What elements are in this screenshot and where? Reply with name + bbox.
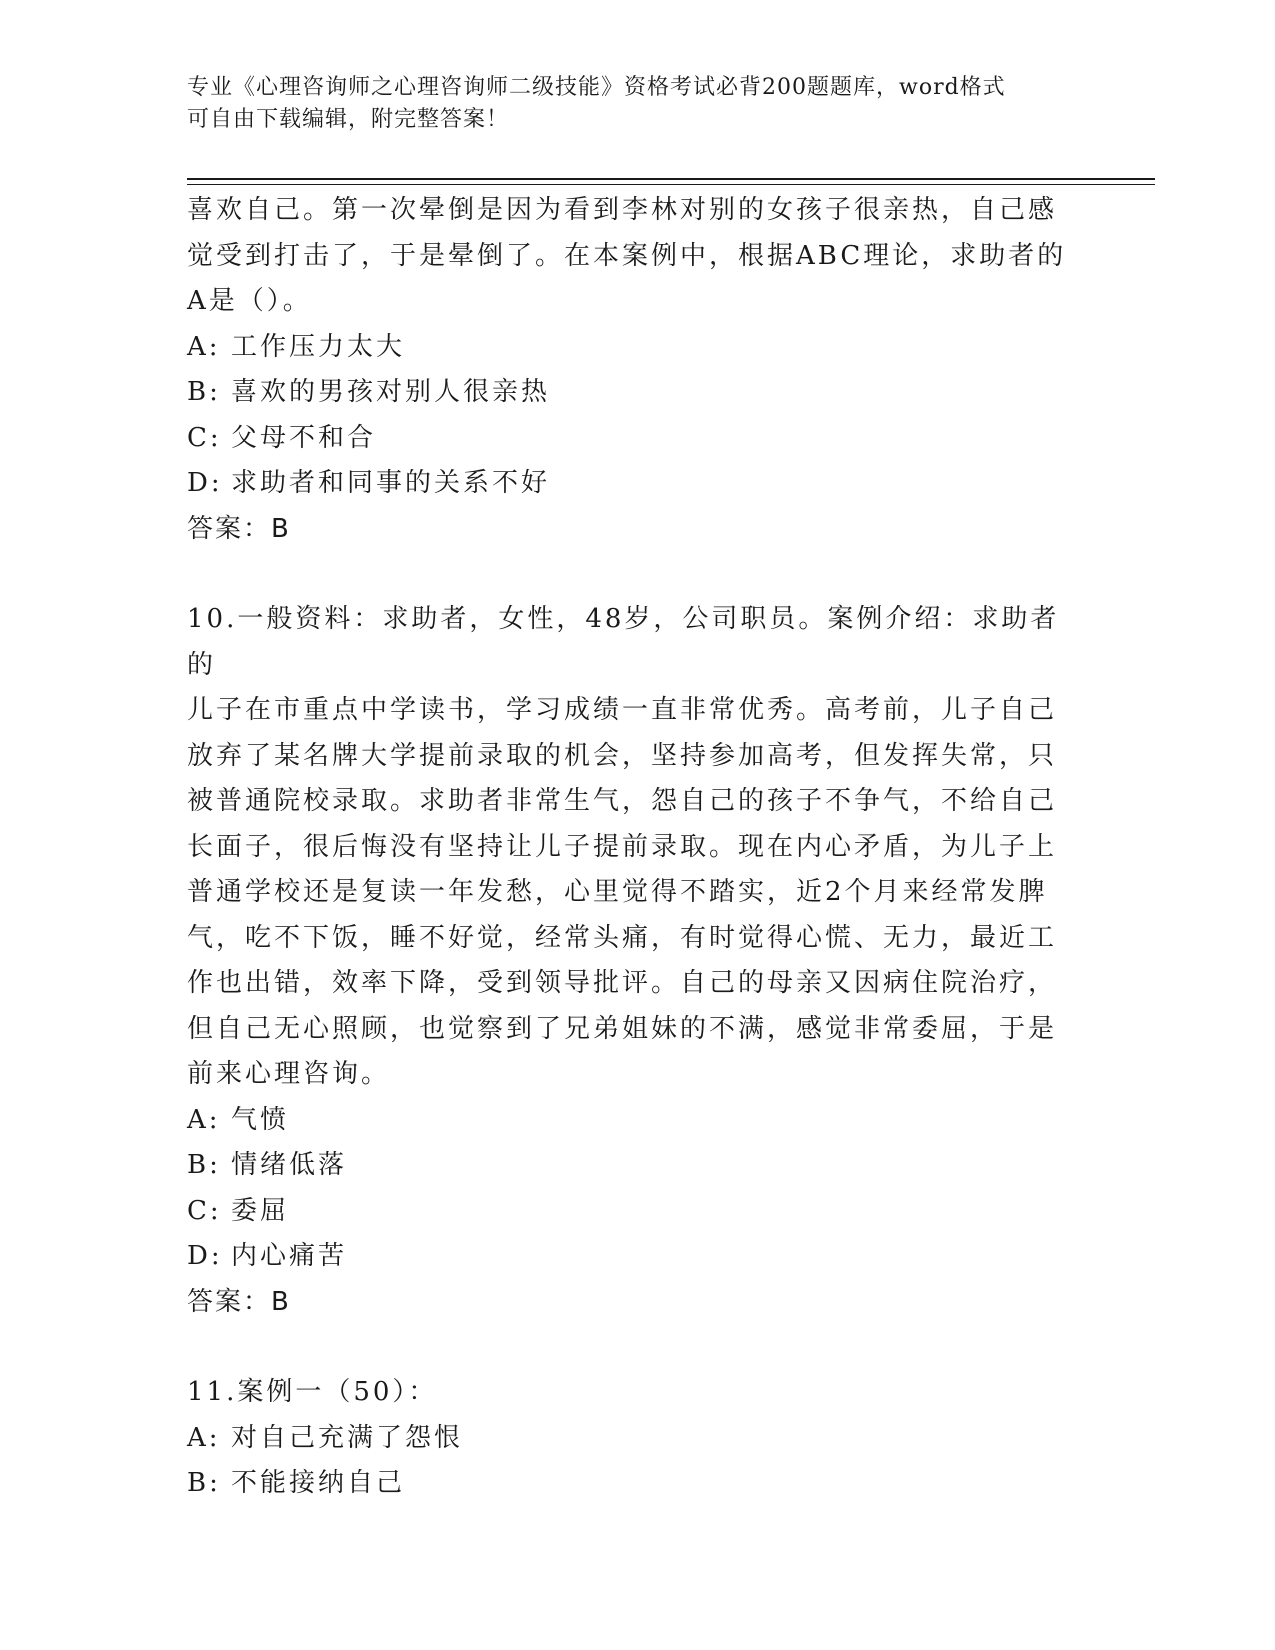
- option-letter: A:: [187, 1422, 221, 1453]
- option-d: [187, 461, 1087, 507]
- option-text: 不能接纳自己: [231, 1468, 406, 1498]
- option-c: [187, 416, 1087, 462]
- question-stem-line: 前来心理咨询。: [187, 1059, 391, 1089]
- option-b: [187, 1461, 1087, 1507]
- question-stem-line: 作也出错，效率下降，受到领导批评。自己的母亲又因病住院治疗，: [187, 968, 1058, 998]
- question-stem-line: 放弃了某名牌大学提前录取的机会，坚持参加高考，但发挥失常，只: [187, 740, 1058, 771]
- option-letter: C:: [187, 1195, 222, 1226]
- question-10: [187, 597, 1087, 1325]
- answer-line: 答案：B: [187, 1286, 291, 1317]
- option-letter: D:: [187, 468, 223, 498]
- question-stem-line: 长面子，很后悔没有坚持让儿子提前录取。现在内心矛盾，为儿子上: [187, 831, 1058, 862]
- option-letter: D:: [187, 1241, 223, 1271]
- option-text: 内心痛苦: [231, 1241, 348, 1271]
- option-c: [187, 1189, 1087, 1235]
- question-stem-line: 普通学校还是复读一年发愁，心里觉得不踏实，近2个月来经常发脾: [187, 877, 1048, 907]
- option-a: [187, 325, 1087, 371]
- option-letter: B:: [187, 1468, 221, 1498]
- question-stem-line: 被普通院校录取。求助者非常生气，怨自己的孩子不争气，不给自己: [187, 786, 1058, 816]
- spacer: [187, 552, 1087, 597]
- option-letter: B:: [187, 1150, 221, 1180]
- option-text: 对自己充满了怨恨: [231, 1422, 464, 1453]
- option-text: 喜欢的男孩对别人很亲热: [231, 377, 551, 407]
- header-line-2: 可自由下载编辑，附完整答案！: [187, 107, 510, 132]
- option-text: 求助者和同事的关系不好: [231, 468, 551, 498]
- option-a: [187, 1416, 1087, 1462]
- question-stem-line: 11.案例一（50）：: [187, 1377, 438, 1407]
- answer-line: 答案：B: [187, 513, 291, 544]
- question-11: [187, 1370, 1087, 1507]
- question-stem-line: 觉受到打击了，于是晕倒了。在本案例中，根据ABC理论，求助者的: [187, 240, 1067, 271]
- question-stem-line: 10.一般资料：求助者，女性，48岁，公司职员。案例介绍：求助者的: [187, 604, 1060, 680]
- question-stem-line: 儿子在市重点中学读书，学习成绩一直非常优秀。高考前，儿子自己: [187, 695, 1058, 725]
- option-a: [187, 1098, 1087, 1144]
- option-letter: A:: [187, 331, 221, 362]
- header-rule-thin: [187, 184, 1155, 185]
- option-letter: A:: [187, 1104, 221, 1135]
- option-b: [187, 370, 1087, 416]
- document-header: [187, 72, 1087, 136]
- option-text: 父母不和合: [231, 422, 377, 453]
- option-text: 委屈: [231, 1195, 290, 1226]
- option-text: 情绪低落: [231, 1150, 348, 1180]
- question-stem-line: 气，吃不下饭，睡不好觉，经常头痛，有时觉得心慌、无力，最近工: [187, 922, 1058, 953]
- question-9: [187, 188, 1087, 552]
- question-stem-line: A是（）。: [187, 286, 312, 316]
- option-letter: B:: [187, 377, 221, 407]
- option-text: 气愤: [231, 1104, 290, 1135]
- spacer: [187, 1325, 1087, 1370]
- option-text: 工作压力太大: [231, 331, 406, 362]
- question-stem-line: 但自己无心照顾，也觉察到了兄弟姐妹的不满，感觉非常委屈，于是: [187, 1013, 1058, 1044]
- option-letter: C:: [187, 422, 222, 453]
- document-body: [187, 188, 1087, 1507]
- header-rule-thick: [187, 178, 1155, 180]
- header-line-1: 专业《心理咨询师之心理咨询师二级技能》资格考试必背200题题库，word格式: [187, 75, 1006, 100]
- question-stem-line: 喜欢自己。第一次晕倒是因为看到李林对别的女孩子很亲热，自己感: [187, 195, 1058, 225]
- option-d: [187, 1234, 1087, 1280]
- option-b: [187, 1143, 1087, 1189]
